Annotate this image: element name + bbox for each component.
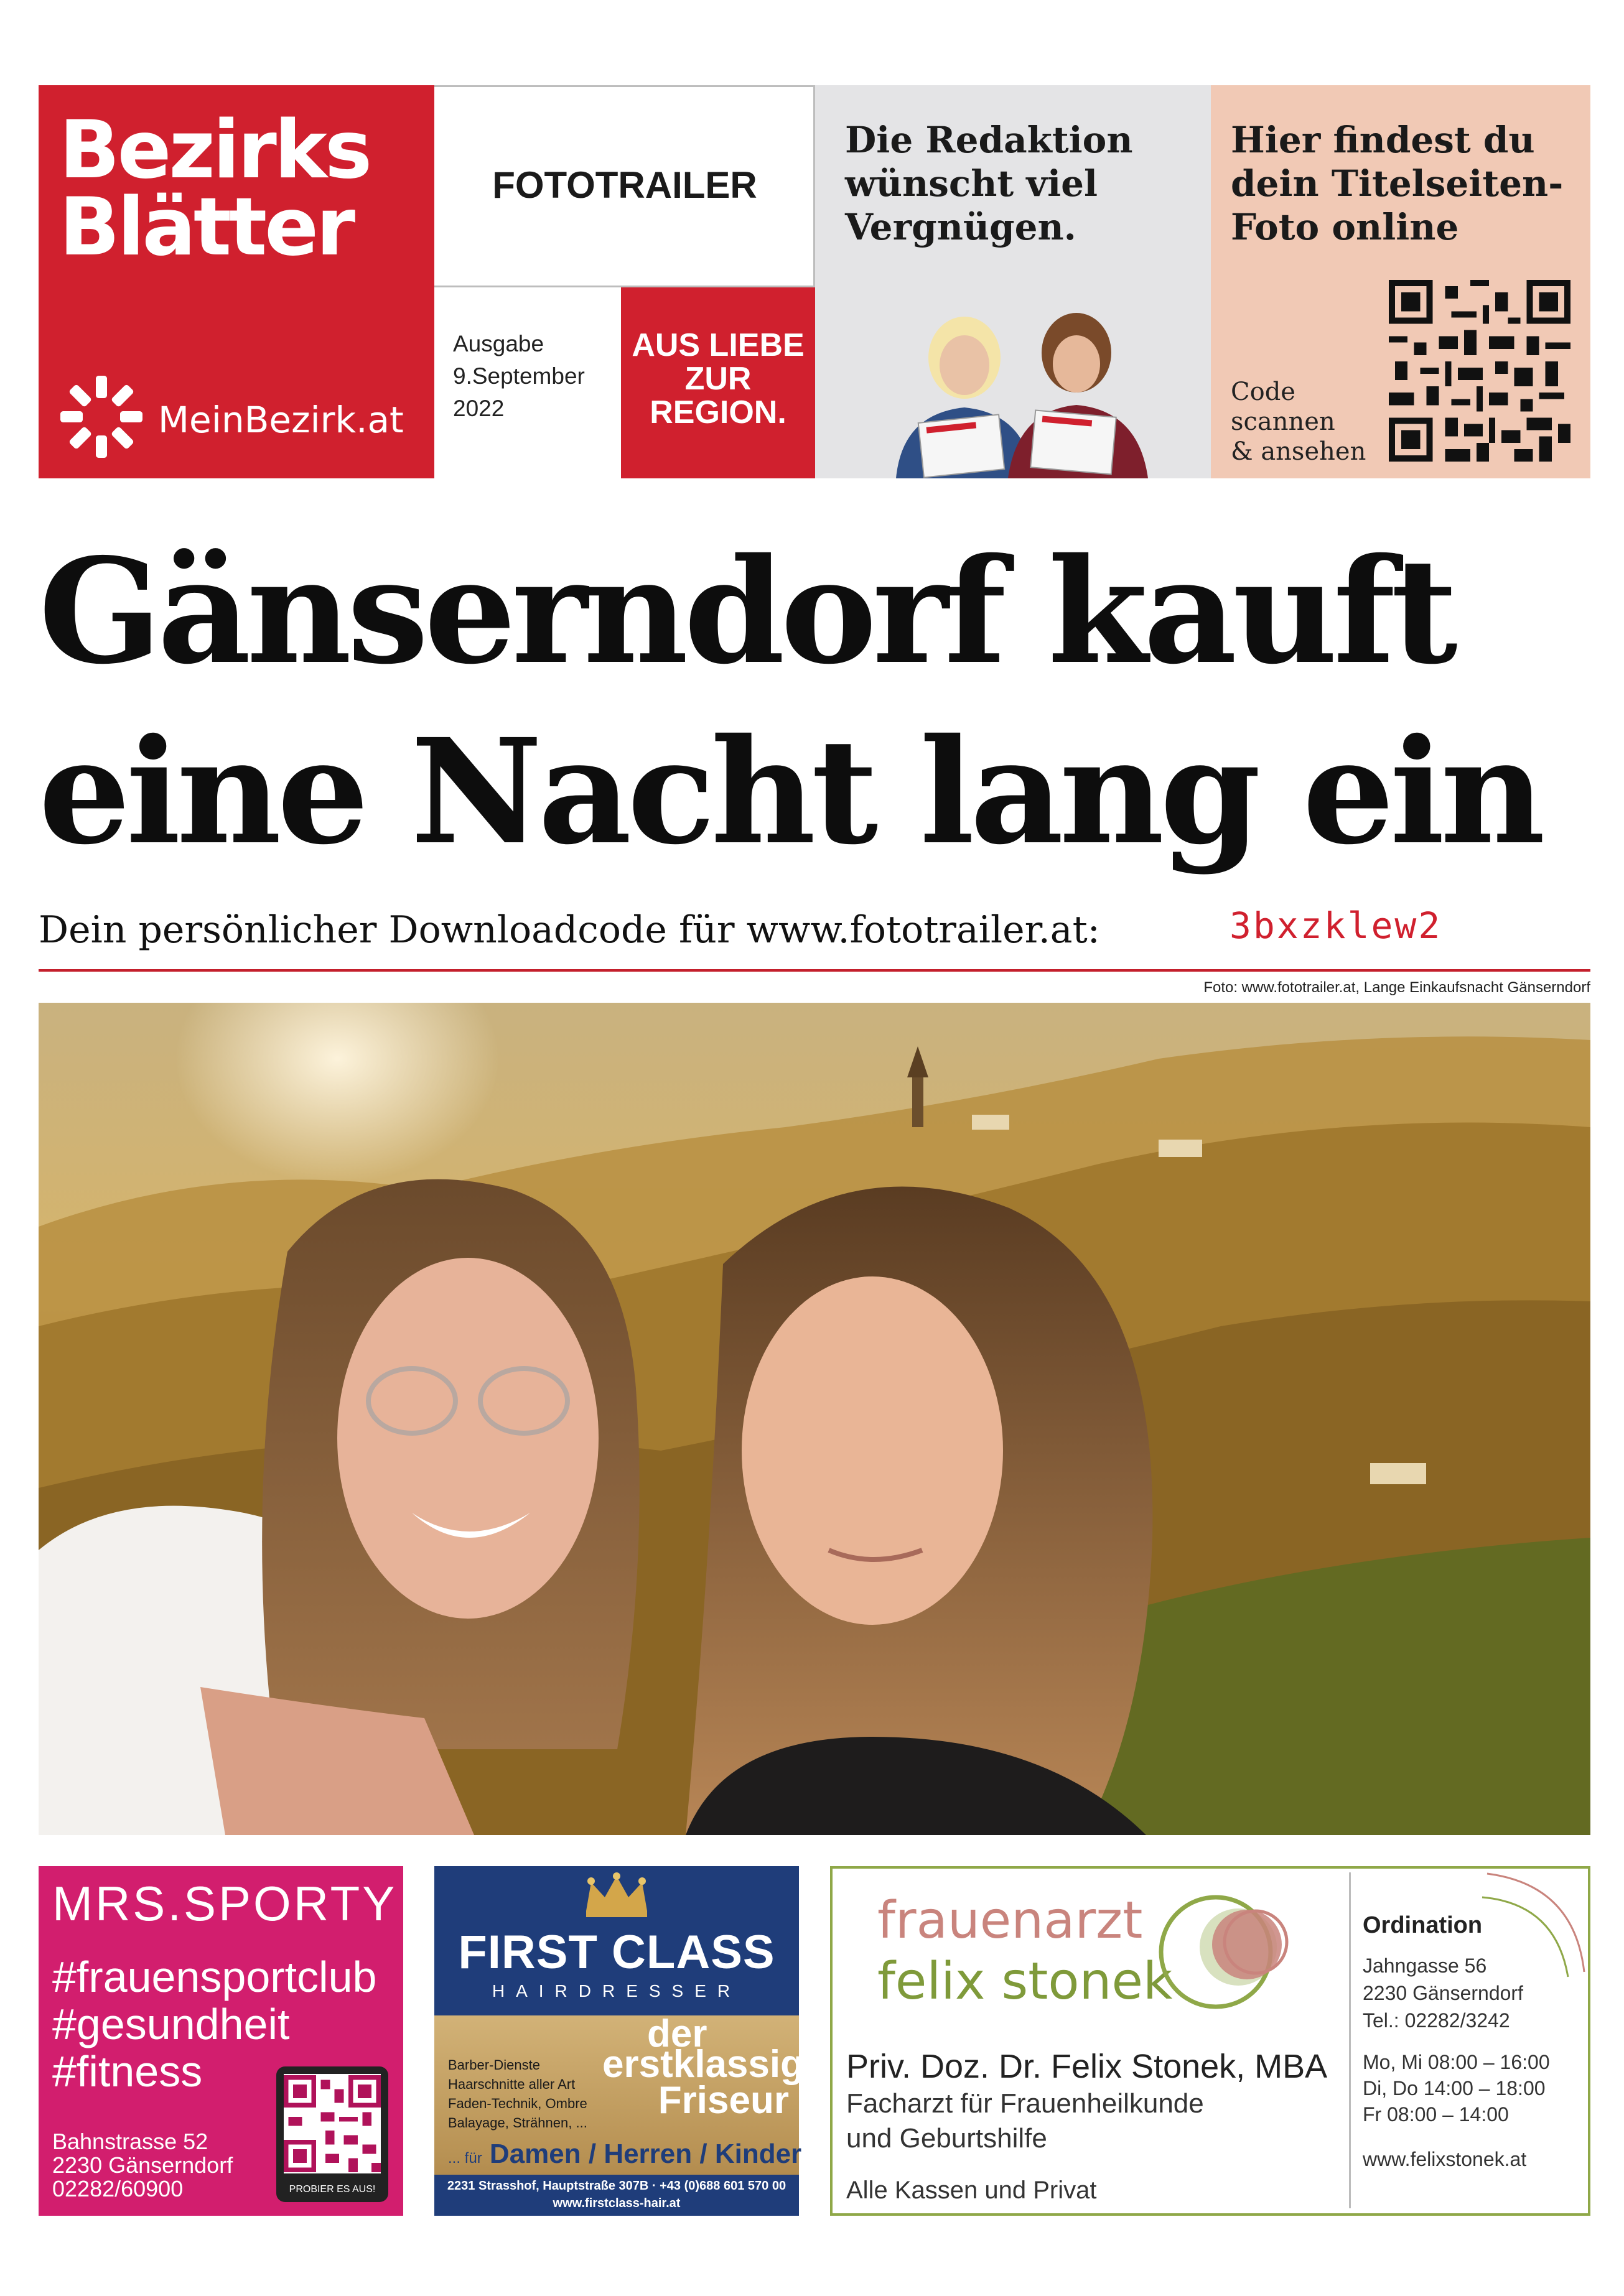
crown-icon [582,1872,651,1920]
specialty-line: und Geburtshilfe [846,2123,1047,2154]
hashtag: #fitness [52,2047,203,2096]
hours-line: Mo, Mi 08:00 – 16:00 [1363,2051,1550,2073]
slogan-line: REGION. [650,394,786,430]
specialty-line: Facharzt für Frauenheilkunde [846,2088,1204,2119]
doctor-specialty [846,2086,1204,2156]
redaktion-line: Die Redaktion [845,119,1133,161]
hashtag: #frauensportclub [52,1953,377,2001]
address-line: Jahngasse 56 [1363,1954,1487,1977]
frauenarzt-brand-name: felix stonek [877,1952,1173,2011]
issue-label: Ausgabe [453,331,544,356]
divider [39,969,1590,972]
insurance-note: Alle Kassen und Privat [846,2177,1097,2204]
address-line: 2231 Strasshof, Hauptstraße 307B · +43 (0)688 601 570 00 [447,2179,786,2193]
sporty-address [52,2130,233,2201]
firstclass-title: FIRST CLASS [458,1926,775,1979]
issue-year: 2022 [453,396,505,421]
hashtag: #gesundheit [52,2000,290,2048]
online-text [1231,118,1579,249]
sporty-title: MRS.SPORTY [52,1876,398,1931]
headline-line: Gänserndorf kauft [39,526,1454,696]
address-line: Bahnstrasse 52 [52,2129,208,2154]
phone-number: Tel.: 02282/3242 [1363,2009,1510,2032]
address-line: 2230 Gänserndorf [52,2152,233,2178]
page-title [39,521,1594,882]
editors-photo [871,283,1170,478]
hours-line: Fr 08:00 – 14:00 [1363,2103,1509,2126]
ordination-title: Ordination [1363,1912,1483,1938]
vertical-divider [1349,1872,1351,2208]
redaktion-line: wünscht viel [845,162,1098,205]
ordination-address [1363,1952,1523,2034]
website-link[interactable]: www.firstclass-hair.at [553,2196,681,2210]
circles-logo-icon [1156,1890,1293,2014]
headline-line: eine Nacht lang ein [39,707,1541,876]
photo-credit: Foto: www.fototrailer.at, Lange Einkaufsnacht Gänserndorf [1203,979,1590,996]
redaktion-text [845,118,1193,249]
service-item: Faden-Technik, Ombre [448,2096,587,2111]
phone-number: 02282/60900 [52,2176,184,2201]
firstclass-slogan [602,2043,826,2122]
service-item: Balayage, Strähnen, ... [448,2115,587,2131]
scan-line: Code [1231,378,1295,406]
online-line: dein Titelseiten- [1231,162,1564,205]
hours-line: Di, Do 14:00 – 18:00 [1363,2077,1546,2099]
firstclass-services [448,2055,587,2132]
main-photo [39,1003,1590,1835]
issue-day: 9.September [453,363,585,389]
online-line: Hier findest du [1231,119,1535,161]
online-line: Foto online [1231,206,1459,248]
logo-text-blaetter: Blätter [59,181,353,274]
scan-line: & ansehen [1231,437,1366,466]
slogan-panel [621,287,815,478]
slogan-line: Friseur [658,2079,789,2122]
scan-line: scannen [1231,407,1335,436]
sun-logo-icon [55,370,148,463]
qr-code-icon[interactable] [1389,280,1570,462]
scan-instruction [1231,377,1393,467]
slogan-line: AUS LIEBE [632,327,805,363]
qr-code-icon[interactable] [284,2074,381,2173]
download-code[interactable]: 3bxzklew2 [1230,904,1442,947]
service-item: Barber-Dienste [448,2057,540,2073]
firstclass-subtitle: HAIRDRESSER [492,1981,742,2001]
doctor-name: Priv. Doz. Dr. Felix Stonek, MBA [846,2048,1328,2085]
redaktion-line: Vergnügen. [845,206,1076,248]
firstclass-audience [448,2137,801,2175]
audience-label: Damen / Herren / Kinder [489,2139,802,2169]
opening-hours [1363,2049,1550,2127]
section-label: FOTOTRAILER [492,164,757,206]
service-item: Haarschnitte aller Art [448,2076,576,2092]
fuer-label: ... für [448,2150,482,2167]
slogan-line: erstklassige [602,2043,826,2086]
download-label: Dein persönlicher Downloadcode für www.fototrailer.at: [39,908,1100,952]
meinbezirk-link[interactable]: MeinBezirk.at [158,399,404,441]
slogan-line: ZUR [684,361,752,397]
logo-text-bezirks: Bezirks [59,104,370,197]
issue-date [453,328,621,425]
firstclass-address [434,2177,799,2212]
website-link[interactable]: www.felixstonek.at [1363,2148,1527,2170]
sporty-qr-caption: PROBIER ES AUS! [289,2184,376,2195]
firstclass-slogan-der: der [647,2012,707,2055]
address-line: 2230 Gänserndorf [1363,1982,1523,2004]
frauenarzt-brand: frauenarzt [877,1891,1143,1950]
